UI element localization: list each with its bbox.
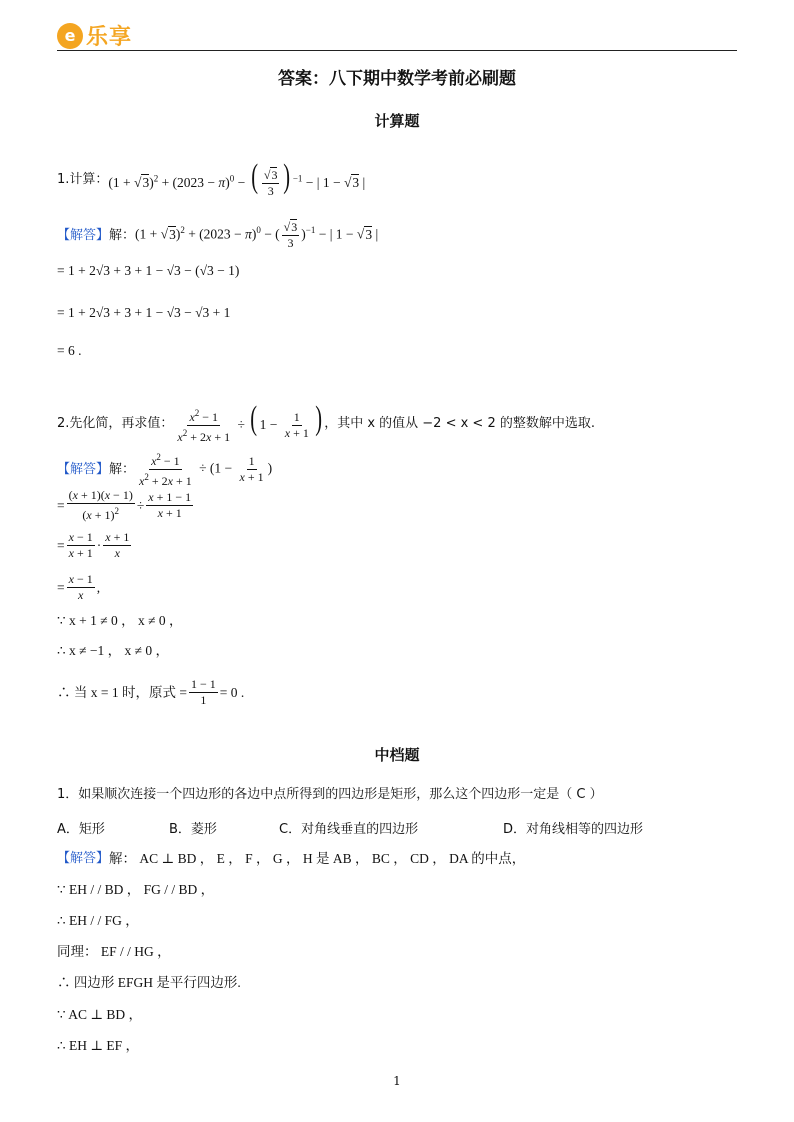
- q1-step1: = 1 + 2√3 + 3 + 1 − √3 − (√3 − 1): [57, 263, 240, 278]
- q2-sol-prefix: 解：: [109, 461, 136, 477]
- q2-cond2: ∴ x ≠ −1 ， x ≠ 0 ，: [57, 643, 170, 658]
- logo-text: 乐享: [86, 25, 133, 50]
- q2-final: ∴ 当 x = 1 时，原式 = $\frac{1 - 1}{1}$ = 0 .: [57, 677, 245, 707]
- q2-sol-expression: $\frac{x^2 - 1}{x^2 + 2x + 1}$ ÷ (1 − $\frac{1}{x + 1}$ ): [139, 452, 273, 488]
- answer-tag: 【解答】: [57, 227, 110, 243]
- q2-cond1: ∵ x + 1 ≠ 0 ， x ≠ 0 ，: [57, 613, 183, 628]
- q2-solution-start: [57, 450, 272, 489]
- q1-question: [57, 160, 365, 199]
- section-heading-mid: 中档题: [374, 746, 420, 764]
- section-heading-calc: 计算题: [374, 112, 420, 130]
- choice-a: A．矩形: [57, 822, 105, 837]
- q2-question: [57, 402, 595, 445]
- q2-final-pre: ∴ 当 x = 1 时，原式 =: [57, 684, 187, 700]
- mq1-line-6: ∴ EH ⊥ EF ，: [57, 1038, 140, 1053]
- brand-logo: [57, 20, 132, 51]
- mq1-line-1: ∵ EH / / BD ， FG / / BD ，: [57, 882, 215, 897]
- q2-step2: = $\frac{x - 1}{x + 1}$ · $\frac{x + 1}{x}$: [57, 530, 130, 560]
- mq1-sol: 解： AC ⊥ BD ， E ， F ， G ， H 是 AB ， BC ， CD ， DA 的中点，: [109, 851, 526, 866]
- header-divider: [57, 50, 737, 51]
- q2-step3: = $\frac{x - 1}{x}$ ,: [57, 572, 101, 602]
- q1-step2: = 1 + 2√3 + 3 + 1 − √3 − √3 + 1: [57, 305, 231, 320]
- q1-sol-expression: $(1 + √3)^2 + (2023 - \pi)^0$ − ( $\frac{√3}{3}$ )$^{-1}$ − | 1 − √3 |: [135, 220, 379, 250]
- answer-tag: 【解答】: [57, 461, 110, 477]
- logo-icon: e: [57, 23, 83, 49]
- q1-step3: = 6 .: [57, 343, 82, 358]
- mq1-question: 1．如果顺次连接一个四边形的各边中点所得到的四边形是矩形，那么这个四边形一定是（ C ）: [57, 787, 603, 802]
- q2-final-post: = 0 .: [219, 684, 245, 700]
- mq1-line-3: 同理： EF / / HG ，: [57, 944, 171, 959]
- q1-sol-prefix: 解：: [109, 227, 136, 243]
- q2-suffix: ，其中 x 的值从 −2 < x < 2 的整数解中选取.: [324, 415, 595, 431]
- q1-expression: $(1 + √3)^2 + (2023 - \pi)^0$ − ( $\frac{√3}{3}$ ) $^{-1}$ − | 1 − √3 |: [108, 158, 366, 199]
- mq1-line-2: ∴ EH / / FG ，: [57, 913, 139, 928]
- choice-b: B．菱形: [169, 822, 217, 837]
- page-title: 答案：八下期中数学考前必刷题: [278, 69, 516, 89]
- mq1-line-4: ∴ 四边形 EFGH 是平行四边形.: [57, 975, 241, 990]
- q2-expression: $\frac{x^2 - 1}{x^2 + 2x + 1}$ ÷ ( 1 − $\frac{1}{x + 1}$ ): [177, 400, 322, 445]
- q2-prefix: 2.先化简，再求值：: [57, 415, 174, 431]
- q1-prefix: 1.计算：: [57, 171, 109, 187]
- mq1-solution-start: [57, 850, 525, 868]
- mq1-line-5: ∵ AC ⊥ BD ，: [57, 1007, 143, 1022]
- choice-d: D．对角线相等的四边形: [503, 822, 644, 837]
- q2-step1: = $\frac{(x + 1)(x - 1)}{(x + 1)^2}$ ÷ $\frac{x + 1 - 1}{x + 1}$: [57, 488, 192, 522]
- page-number: 1: [393, 1074, 401, 1088]
- choice-c: C．对角线垂直的四边形: [279, 822, 419, 837]
- q1-solution-start: [57, 220, 378, 251]
- answer-tag: 【解答】: [57, 851, 110, 866]
